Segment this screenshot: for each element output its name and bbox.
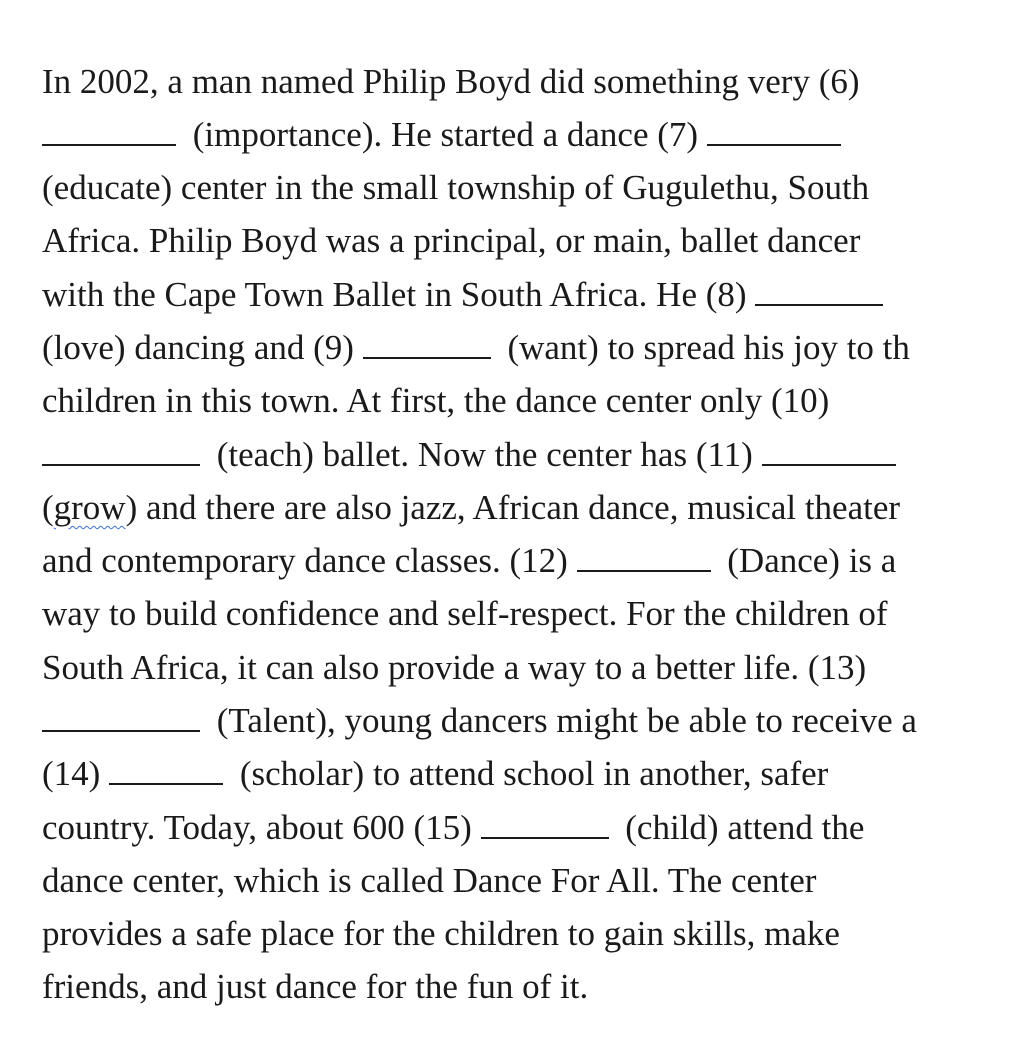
passage-line-3 [42, 161, 869, 215]
line-text: (Dance) is a [718, 541, 897, 580]
line-text: and contemporary dance classes. (12) [42, 541, 577, 580]
blank-6[interactable] [42, 116, 176, 146]
spellcheck-word[interactable]: grow [53, 488, 126, 527]
passage-line-17 [42, 907, 840, 961]
line-text: with the Cape Town Ballet in South Africa. He (8) [42, 275, 756, 314]
passage-line-15 [42, 801, 864, 855]
line-text: (child) attend the [616, 808, 865, 847]
blank-9[interactable] [363, 329, 491, 359]
line-text: (importance). He started a dance (7) [184, 115, 707, 154]
blank-8[interactable] [755, 276, 883, 306]
passage-line-2 [42, 108, 849, 162]
line-text: (14) [42, 754, 110, 793]
passage-line-13 [42, 694, 917, 748]
passage-line-16 [42, 854, 816, 908]
passage-line-4 [42, 214, 860, 268]
blank-13[interactable] [42, 702, 200, 732]
blank-14[interactable] [109, 755, 223, 785]
blank-10[interactable] [42, 436, 200, 466]
passage-line-9 [42, 481, 900, 535]
line-text: South Africa, it can also provide a way to a better life. (13) [42, 648, 867, 687]
passage-line-14 [42, 747, 828, 801]
line-text: In 2002, a man named Philip Boyd did something very (6) [42, 62, 860, 101]
passage-line-11 [42, 587, 888, 641]
line-text: provides a safe place for the children to gain skills, make [42, 914, 840, 953]
line-text: way to build confidence and self-respect. For the children of [42, 594, 888, 633]
passage-line-7 [42, 374, 829, 428]
blank-11[interactable] [762, 436, 896, 466]
passage-line-18 [42, 960, 588, 1014]
line-text: ) and there are also jazz, African dance, musical theater [125, 488, 901, 527]
line-text: (love) dancing and (9) [42, 328, 363, 367]
passage-line-6 [42, 321, 910, 375]
line-text: friends, and just dance for the fun of it. [42, 967, 589, 1006]
passage-line-12 [42, 641, 866, 695]
passage-line-8 [42, 428, 904, 482]
passage-line-1 [42, 55, 860, 109]
line-text: (want) to spread his joy to th [498, 328, 910, 367]
line-text: Africa. Philip Boyd was a principal, or main, ballet dancer [42, 221, 861, 260]
passage-line-10 [42, 534, 896, 588]
passage-line-5 [42, 268, 891, 322]
line-text: (teach) ballet. Now the center has (11) [208, 435, 762, 474]
line-text: (scholar) to attend school in another, safer [231, 754, 829, 793]
line-text: children in this town. At first, the dance center only (10) [42, 381, 830, 420]
blank-7[interactable] [707, 116, 841, 146]
blank-12[interactable] [577, 542, 711, 572]
line-text: (Talent), young dancers might be able to receive a [208, 701, 917, 740]
line-text: country. Today, about 600 (15) [42, 808, 481, 847]
line-text: ( [42, 488, 54, 527]
blank-15[interactable] [481, 809, 609, 839]
line-text: (educate) center in the small township of Gugulethu, South [42, 168, 870, 207]
line-text: dance center, which is called Dance For All. The center [42, 861, 817, 900]
